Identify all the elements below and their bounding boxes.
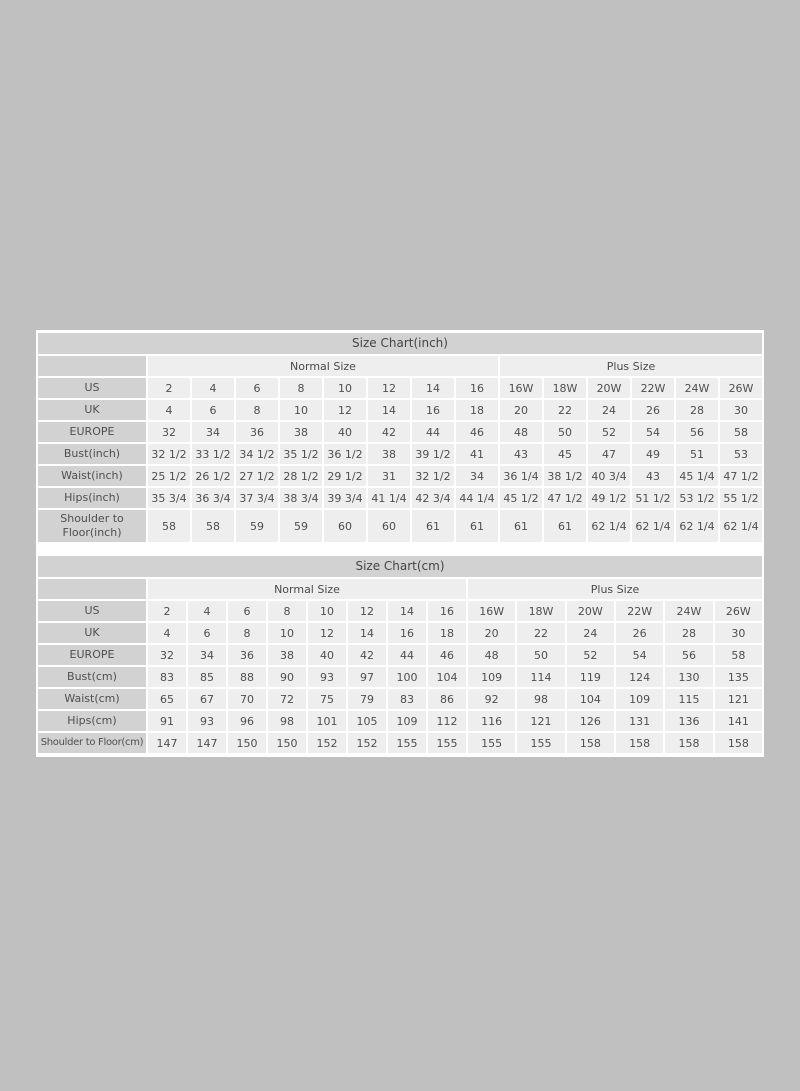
row-label: EUROPE — [38, 422, 146, 442]
row-label: UK — [38, 623, 146, 643]
size-value-cell: 18W — [544, 378, 586, 398]
size-value-cell: 47 — [588, 444, 630, 464]
size-chart-inch-table — [36, 354, 764, 544]
size-value-cell: 16W — [468, 601, 515, 621]
size-value-cell: 83 — [388, 689, 426, 709]
size-value-cell: 26W — [720, 378, 762, 398]
row-label: Shoulder to Floor(inch) — [38, 510, 146, 542]
size-value-cell: 46 — [456, 422, 498, 442]
size-value-cell: 155 — [388, 733, 426, 753]
size-value-cell: 62 1/4 — [676, 510, 718, 542]
size-value-cell: 44 — [412, 422, 454, 442]
size-value-cell: 61 — [500, 510, 542, 542]
size-value-cell: 38 3/4 — [280, 488, 322, 508]
table-row — [38, 689, 762, 709]
size-value-cell: 50 — [544, 422, 586, 442]
size-value-cell: 22 — [517, 623, 564, 643]
size-value-cell: 131 — [616, 711, 663, 731]
size-value-cell: 40 — [308, 645, 346, 665]
size-value-cell: 6 — [192, 400, 234, 420]
size-value-cell: 36 1/4 — [500, 466, 542, 486]
size-value-cell: 45 1/4 — [676, 466, 718, 486]
size-value-cell: 35 1/2 — [280, 444, 322, 464]
size-value-cell: 12 — [308, 623, 346, 643]
size-value-cell: 10 — [280, 400, 322, 420]
corner-cell — [38, 579, 146, 599]
size-value-cell: 24W — [665, 601, 712, 621]
size-value-cell: 62 1/4 — [720, 510, 762, 542]
group-header-plus-size: Plus Size — [468, 579, 762, 599]
size-value-cell: 39 3/4 — [324, 488, 366, 508]
size-value-cell: 24 — [588, 400, 630, 420]
size-value-cell: 158 — [715, 733, 762, 753]
size-value-cell: 61 — [456, 510, 498, 542]
row-label: EUROPE — [38, 645, 146, 665]
size-value-cell: 6 — [236, 378, 278, 398]
size-value-cell: 88 — [228, 667, 266, 687]
size-value-cell: 48 — [500, 422, 542, 442]
size-value-cell: 136 — [665, 711, 712, 731]
size-value-cell: 59 — [236, 510, 278, 542]
size-value-cell: 114 — [517, 667, 564, 687]
size-chart-panel — [36, 330, 764, 757]
size-value-cell: 16 — [412, 400, 454, 420]
size-value-cell: 4 — [188, 601, 226, 621]
size-value-cell: 60 — [368, 510, 410, 542]
size-value-cell: 55 1/2 — [720, 488, 762, 508]
size-value-cell: 98 — [517, 689, 564, 709]
size-value-cell: 38 — [368, 444, 410, 464]
table-row — [38, 444, 762, 464]
size-value-cell: 25 1/2 — [148, 466, 190, 486]
size-value-cell: 135 — [715, 667, 762, 687]
size-value-cell: 67 — [188, 689, 226, 709]
table-row — [38, 400, 762, 420]
size-value-cell: 2 — [148, 378, 190, 398]
size-value-cell: 28 — [676, 400, 718, 420]
size-value-cell: 101 — [308, 711, 346, 731]
size-value-cell: 35 3/4 — [148, 488, 190, 508]
size-value-cell: 29 1/2 — [324, 466, 366, 486]
size-value-cell: 119 — [567, 667, 614, 687]
size-value-cell: 155 — [468, 733, 515, 753]
size-value-cell: 50 — [517, 645, 564, 665]
table-row — [38, 601, 762, 621]
size-value-cell: 12 — [348, 601, 386, 621]
size-value-cell: 42 — [368, 422, 410, 442]
size-value-cell: 53 — [720, 444, 762, 464]
size-value-cell: 147 — [188, 733, 226, 753]
size-value-cell: 49 1/2 — [588, 488, 630, 508]
table-row — [38, 510, 762, 542]
size-value-cell: 46 — [428, 645, 466, 665]
size-value-cell: 22W — [616, 601, 663, 621]
size-value-cell: 158 — [665, 733, 712, 753]
size-value-cell: 14 — [368, 400, 410, 420]
size-value-cell: 31 — [368, 466, 410, 486]
table-row — [38, 667, 762, 687]
size-value-cell: 8 — [236, 400, 278, 420]
size-value-cell: 32 — [148, 422, 190, 442]
size-value-cell: 26W — [715, 601, 762, 621]
size-value-cell: 30 — [715, 623, 762, 643]
size-value-cell: 24 — [567, 623, 614, 643]
size-value-cell: 60 — [324, 510, 366, 542]
size-value-cell: 61 — [544, 510, 586, 542]
size-value-cell: 52 — [588, 422, 630, 442]
size-value-cell: 28 1/2 — [280, 466, 322, 486]
size-value-cell: 115 — [665, 689, 712, 709]
size-value-cell: 6 — [188, 623, 226, 643]
size-value-cell: 8 — [280, 378, 322, 398]
size-chart-inch-title: Size Chart(inch) — [38, 333, 762, 354]
size-value-cell: 28 — [665, 623, 712, 643]
group-header-normal-size: Normal Size — [148, 356, 498, 376]
size-value-cell: 152 — [348, 733, 386, 753]
size-value-cell: 104 — [428, 667, 466, 687]
row-label: Hips(inch) — [38, 488, 146, 508]
size-value-cell: 44 1/4 — [456, 488, 498, 508]
size-value-cell: 40 3/4 — [588, 466, 630, 486]
size-value-cell: 158 — [616, 733, 663, 753]
size-value-cell: 147 — [148, 733, 186, 753]
size-value-cell: 34 — [188, 645, 226, 665]
size-value-cell: 42 3/4 — [412, 488, 454, 508]
corner-cell — [38, 356, 146, 376]
size-value-cell: 91 — [148, 711, 186, 731]
table-row — [38, 711, 762, 731]
size-value-cell: 158 — [567, 733, 614, 753]
table-row — [38, 645, 762, 665]
size-value-cell: 4 — [192, 378, 234, 398]
size-value-cell: 18 — [428, 623, 466, 643]
size-value-cell: 51 — [676, 444, 718, 464]
size-value-cell: 52 — [567, 645, 614, 665]
size-value-cell: 72 — [268, 689, 306, 709]
size-value-cell: 96 — [228, 711, 266, 731]
size-value-cell: 155 — [517, 733, 564, 753]
size-value-cell: 12 — [324, 400, 366, 420]
size-value-cell: 22 — [544, 400, 586, 420]
size-value-cell: 109 — [616, 689, 663, 709]
size-value-cell: 42 — [348, 645, 386, 665]
size-value-cell: 152 — [308, 733, 346, 753]
size-value-cell: 18W — [517, 601, 564, 621]
size-value-cell: 130 — [665, 667, 712, 687]
size-value-cell: 62 1/4 — [632, 510, 674, 542]
size-value-cell: 90 — [268, 667, 306, 687]
group-header-row — [38, 356, 762, 376]
size-value-cell: 34 — [456, 466, 498, 486]
size-value-cell: 141 — [715, 711, 762, 731]
size-value-cell: 38 — [280, 422, 322, 442]
size-value-cell: 86 — [428, 689, 466, 709]
size-chart-inch — [36, 354, 764, 544]
size-value-cell: 26 1/2 — [192, 466, 234, 486]
table-row — [38, 623, 762, 643]
size-value-cell: 51 1/2 — [632, 488, 674, 508]
size-value-cell: 58 — [192, 510, 234, 542]
size-value-cell: 56 — [676, 422, 718, 442]
row-label: Waist(inch) — [38, 466, 146, 486]
size-value-cell: 36 — [228, 645, 266, 665]
size-value-cell: 58 — [720, 422, 762, 442]
size-value-cell: 14 — [412, 378, 454, 398]
table-row — [38, 378, 762, 398]
size-value-cell: 6 — [228, 601, 266, 621]
size-value-cell: 93 — [308, 667, 346, 687]
size-value-cell: 10 — [268, 623, 306, 643]
size-value-cell: 32 1/2 — [412, 466, 454, 486]
size-value-cell: 40 — [324, 422, 366, 442]
size-value-cell: 43 — [632, 466, 674, 486]
row-label: US — [38, 378, 146, 398]
size-value-cell: 150 — [228, 733, 266, 753]
size-value-cell: 4 — [148, 623, 186, 643]
size-value-cell: 26 — [616, 623, 663, 643]
size-value-cell: 34 1/2 — [236, 444, 278, 464]
size-value-cell: 54 — [632, 422, 674, 442]
size-value-cell: 36 — [236, 422, 278, 442]
size-value-cell: 112 — [428, 711, 466, 731]
table-row — [38, 466, 762, 486]
size-chart-cm — [36, 577, 764, 755]
size-value-cell: 53 1/2 — [676, 488, 718, 508]
row-label: Waist(cm) — [38, 689, 146, 709]
size-chart-cm-title: Size Chart(cm) — [38, 556, 762, 577]
size-value-cell: 4 — [148, 400, 190, 420]
size-value-cell: 30 — [720, 400, 762, 420]
size-value-cell: 22W — [632, 378, 674, 398]
size-value-cell: 47 1/2 — [720, 466, 762, 486]
size-value-cell: 2 — [148, 601, 186, 621]
size-value-cell: 16 — [456, 378, 498, 398]
size-value-cell: 26 — [632, 400, 674, 420]
size-value-cell: 155 — [428, 733, 466, 753]
size-value-cell: 16 — [388, 623, 426, 643]
size-value-cell: 32 1/2 — [148, 444, 190, 464]
size-value-cell: 121 — [715, 689, 762, 709]
size-value-cell: 98 — [268, 711, 306, 731]
size-value-cell: 36 1/2 — [324, 444, 366, 464]
group-header-normal-size: Normal Size — [148, 579, 466, 599]
size-value-cell: 8 — [228, 623, 266, 643]
size-value-cell: 70 — [228, 689, 266, 709]
size-value-cell: 49 — [632, 444, 674, 464]
size-value-cell: 124 — [616, 667, 663, 687]
size-value-cell: 39 1/2 — [412, 444, 454, 464]
size-value-cell: 38 — [268, 645, 306, 665]
size-value-cell: 150 — [268, 733, 306, 753]
size-value-cell: 65 — [148, 689, 186, 709]
group-header-row — [38, 579, 762, 599]
size-value-cell: 37 3/4 — [236, 488, 278, 508]
size-value-cell: 54 — [616, 645, 663, 665]
size-value-cell: 41 — [456, 444, 498, 464]
size-value-cell: 61 — [412, 510, 454, 542]
size-value-cell: 85 — [188, 667, 226, 687]
size-value-cell: 16 — [428, 601, 466, 621]
size-value-cell: 48 — [468, 645, 515, 665]
size-value-cell: 100 — [388, 667, 426, 687]
size-value-cell: 41 1/4 — [368, 488, 410, 508]
row-label: Hips(cm) — [38, 711, 146, 731]
size-value-cell: 79 — [348, 689, 386, 709]
size-value-cell: 83 — [148, 667, 186, 687]
size-value-cell: 24W — [676, 378, 718, 398]
size-value-cell: 62 1/4 — [588, 510, 630, 542]
size-value-cell: 126 — [567, 711, 614, 731]
size-value-cell: 92 — [468, 689, 515, 709]
size-value-cell: 59 — [280, 510, 322, 542]
size-value-cell: 75 — [308, 689, 346, 709]
size-value-cell: 12 — [368, 378, 410, 398]
size-value-cell: 43 — [500, 444, 542, 464]
row-label: Shoulder to Floor(cm) — [38, 733, 146, 753]
size-value-cell: 20 — [500, 400, 542, 420]
size-value-cell: 18 — [456, 400, 498, 420]
table-row — [38, 422, 762, 442]
size-value-cell: 38 1/2 — [544, 466, 586, 486]
row-label: US — [38, 601, 146, 621]
size-value-cell: 32 — [148, 645, 186, 665]
row-label: Bust(inch) — [38, 444, 146, 464]
size-value-cell: 58 — [715, 645, 762, 665]
row-label: UK — [38, 400, 146, 420]
size-value-cell: 36 3/4 — [192, 488, 234, 508]
group-header-plus-size: Plus Size — [500, 356, 762, 376]
size-value-cell: 10 — [308, 601, 346, 621]
size-value-cell: 20W — [567, 601, 614, 621]
table-row — [38, 488, 762, 508]
size-value-cell: 14 — [388, 601, 426, 621]
size-value-cell: 20 — [468, 623, 515, 643]
size-value-cell: 105 — [348, 711, 386, 731]
size-value-cell: 45 1/2 — [500, 488, 542, 508]
row-label: Bust(cm) — [38, 667, 146, 687]
size-value-cell: 47 1/2 — [544, 488, 586, 508]
size-value-cell: 56 — [665, 645, 712, 665]
table-row — [38, 733, 762, 753]
size-value-cell: 10 — [324, 378, 366, 398]
table-gap — [36, 544, 764, 554]
size-value-cell: 16W — [500, 378, 542, 398]
size-value-cell: 33 1/2 — [192, 444, 234, 464]
size-value-cell: 97 — [348, 667, 386, 687]
size-value-cell: 20W — [588, 378, 630, 398]
size-chart-cm-table — [36, 577, 764, 755]
size-value-cell: 45 — [544, 444, 586, 464]
size-value-cell: 104 — [567, 689, 614, 709]
size-value-cell: 27 1/2 — [236, 466, 278, 486]
size-value-cell: 93 — [188, 711, 226, 731]
size-value-cell: 109 — [388, 711, 426, 731]
size-value-cell: 34 — [192, 422, 234, 442]
size-value-cell: 109 — [468, 667, 515, 687]
size-value-cell: 58 — [148, 510, 190, 542]
size-value-cell: 121 — [517, 711, 564, 731]
size-value-cell: 116 — [468, 711, 515, 731]
size-value-cell: 44 — [388, 645, 426, 665]
size-value-cell: 8 — [268, 601, 306, 621]
size-value-cell: 14 — [348, 623, 386, 643]
